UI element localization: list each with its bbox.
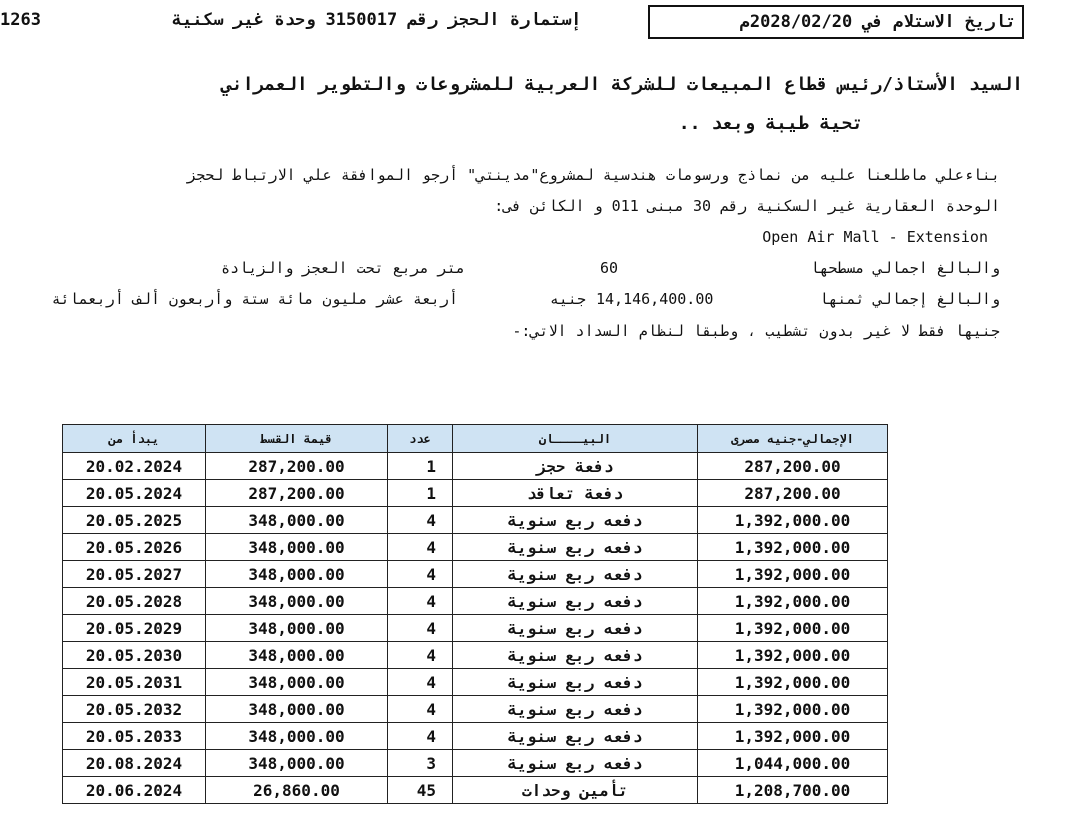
cell-total: 1,392,000.00 — [698, 615, 888, 642]
cell-start-date: 20.06.2024 — [63, 777, 206, 804]
cell-description: دفعه ربع سنوية — [453, 561, 698, 588]
cell-total: 1,392,000.00 — [698, 507, 888, 534]
cell-total: 1,392,000.00 — [698, 669, 888, 696]
col-header-start: يبدأ من — [63, 425, 206, 453]
cell-installment: 348,000.00 — [206, 642, 388, 669]
cell-count: 4 — [388, 507, 453, 534]
cell-total: 1,392,000.00 — [698, 642, 888, 669]
cell-start-date: 20.05.2024 — [63, 480, 206, 507]
greeting: تحية طيبة وبعد .. — [678, 113, 863, 134]
cell-description: دفعه ربع سنوية — [453, 615, 698, 642]
table-row — [63, 588, 888, 615]
col-header-total: الإجمالي-جنيه مصرى — [698, 425, 888, 453]
document-number: 1263 — [0, 10, 41, 30]
area-label: والبالغ اجمالي مسطحها — [810, 259, 1000, 277]
form-reference: إستمارة الحجز رقم 3150017 وحدة غير سكنية — [172, 10, 582, 30]
cell-description: دفعه ربع سنوية — [453, 588, 698, 615]
table-row — [63, 750, 888, 777]
cell-count: 1 — [388, 453, 453, 480]
cell-start-date: 20.05.2026 — [63, 534, 206, 561]
body-line-2: الوحدة العقارية غير السكنية رقم 30 مبنى 011 و الكائن فى: — [494, 197, 1000, 215]
cell-count: 4 — [388, 561, 453, 588]
cell-count: 4 — [388, 534, 453, 561]
cell-total: 1,044,000.00 — [698, 750, 888, 777]
cell-start-date: 20.05.2028 — [63, 588, 206, 615]
cell-installment: 348,000.00 — [206, 561, 388, 588]
table-row — [63, 696, 888, 723]
cell-count: 4 — [388, 669, 453, 696]
col-header-description: البيــــان — [453, 425, 698, 453]
area-unit: متر مربع تحت العجز والزيادة — [221, 259, 465, 277]
table-row — [63, 534, 888, 561]
cell-description: دفعه ربع سنوية — [453, 507, 698, 534]
cell-total: 1,392,000.00 — [698, 588, 888, 615]
table-row — [63, 453, 888, 480]
cell-count: 4 — [388, 723, 453, 750]
cell-installment: 348,000.00 — [206, 696, 388, 723]
cell-count: 4 — [388, 642, 453, 669]
cell-description: دفعه ربع سنوية — [453, 750, 698, 777]
cell-start-date: 20.05.2033 — [63, 723, 206, 750]
table-row — [63, 480, 888, 507]
cell-installment: 348,000.00 — [206, 615, 388, 642]
table-row — [63, 507, 888, 534]
cell-installment: 348,000.00 — [206, 507, 388, 534]
cell-total: 1,208,700.00 — [698, 777, 888, 804]
cell-description: تأمين وحدات — [453, 777, 698, 804]
cell-count: 4 — [388, 696, 453, 723]
price-currency: جنيه — [549, 290, 586, 308]
cell-total: 1,392,000.00 — [698, 723, 888, 750]
cell-installment: 348,000.00 — [206, 534, 388, 561]
cell-description: دفعه ربع سنوية — [453, 642, 698, 669]
table-row — [63, 642, 888, 669]
area-value: 60 — [600, 259, 619, 277]
table-body — [63, 453, 888, 804]
cell-installment: 287,200.00 — [206, 453, 388, 480]
cell-total: 1,392,000.00 — [698, 696, 888, 723]
body-line-location: Open Air Mall - Extension — [762, 228, 988, 246]
cell-count: 3 — [388, 750, 453, 777]
table-row — [63, 777, 888, 804]
cell-description: دفعه ربع سنوية — [453, 534, 698, 561]
cell-count: 45 — [388, 777, 453, 804]
cell-total: 287,200.00 — [698, 480, 888, 507]
cell-description: دفعه ربع سنوية — [453, 723, 698, 750]
cell-installment: 348,000.00 — [206, 588, 388, 615]
cell-start-date: 20.05.2032 — [63, 696, 206, 723]
cell-start-date: 20.05.2029 — [63, 615, 206, 642]
price-label: والبالغ إجمالي ثمنها — [819, 290, 1000, 308]
cell-start-date: 20.05.2031 — [63, 669, 206, 696]
cell-description: دفعة حجز — [453, 453, 698, 480]
table-row — [63, 561, 888, 588]
table-row — [63, 669, 888, 696]
cell-description: دفعة تعاقد — [453, 480, 698, 507]
addressee: السيد الأستاذ/رئيس قطاع المبيعات للشركة العربية للمشروعات والتطوير العمراني — [221, 74, 1023, 95]
cell-installment: 348,000.00 — [206, 723, 388, 750]
price-in-words: أربعة عشر مليون مائة ستة وأربعون ألف أربعمائة — [51, 290, 458, 308]
payment-schedule-table — [62, 424, 888, 804]
receipt-date: تاريخ الاستلام في 2028/02/20م — [739, 12, 1016, 32]
cell-installment: 287,200.00 — [206, 480, 388, 507]
cell-total: 1,392,000.00 — [698, 534, 888, 561]
body-line-1: بناءعلي ماطلعنا عليه من نماذج ورسومات هندسية لمشروع"مدينتي" أرجو الموافقة علي الارتباط لحجز — [187, 166, 1000, 184]
body-line-6: جنيها فقط لا غير بدون تشطيب ، وطبقا لنظام السداد الاتي:- — [512, 322, 1000, 340]
table-header-row — [63, 425, 888, 453]
cell-total: 1,392,000.00 — [698, 561, 888, 588]
col-header-count: عدد — [388, 425, 453, 453]
cell-installment: 26,860.00 — [206, 777, 388, 804]
cell-start-date: 20.08.2024 — [63, 750, 206, 777]
cell-total: 287,200.00 — [698, 453, 888, 480]
cell-count: 1 — [388, 480, 453, 507]
cell-installment: 348,000.00 — [206, 669, 388, 696]
cell-start-date: 20.05.2025 — [63, 507, 206, 534]
table-row — [63, 615, 888, 642]
col-header-installment: قيمة القسط — [206, 425, 388, 453]
price-line — [0, 290, 1080, 310]
price-value: 14,146,400.00 — [596, 290, 714, 308]
cell-installment: 348,000.00 — [206, 750, 388, 777]
cell-count: 4 — [388, 615, 453, 642]
table-row — [63, 723, 888, 750]
receipt-date-box — [648, 5, 1024, 39]
cell-description: دفعه ربع سنوية — [453, 696, 698, 723]
cell-description: دفعه ربع سنوية — [453, 669, 698, 696]
cell-start-date: 20.05.2027 — [63, 561, 206, 588]
cell-start-date: 20.05.2030 — [63, 642, 206, 669]
area-line — [0, 259, 1080, 279]
cell-start-date: 20.02.2024 — [63, 453, 206, 480]
cell-count: 4 — [388, 588, 453, 615]
